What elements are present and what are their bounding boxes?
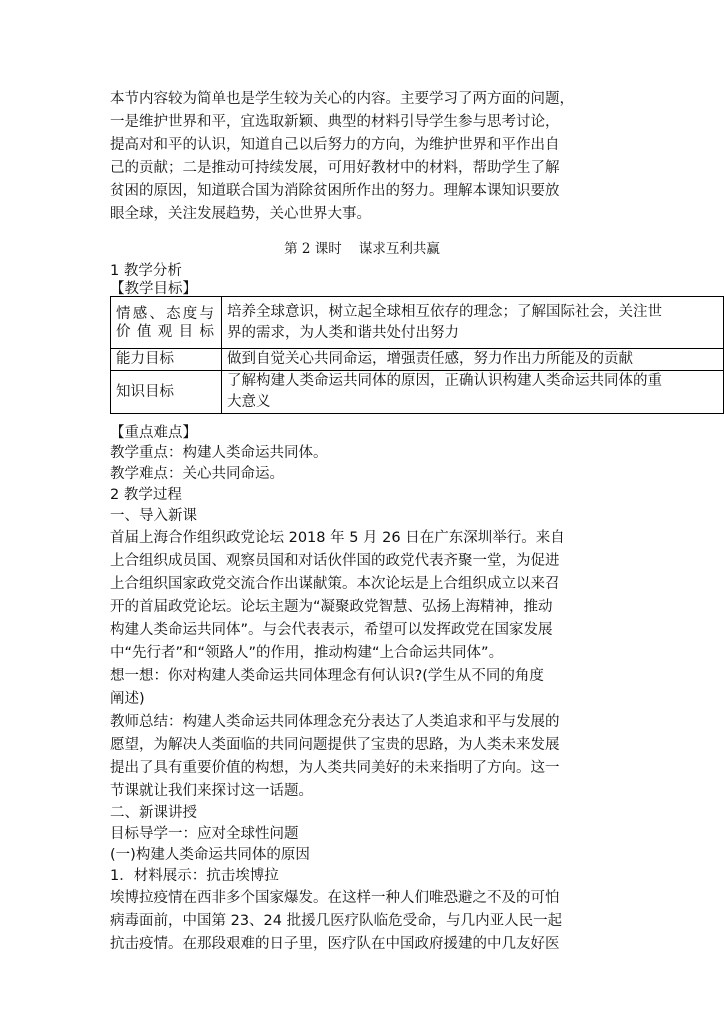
paragraph-line: 提出了具有重要价值的构想，为人类共同美好的未来指明了方向。这一 [110,760,560,776]
paragraph-line: 抗击疫情。在那段艰难的日子里，医疗队在中国政府援建的中几友好医 [110,936,560,952]
intro-line-2: 一是维护世界和平，宜选取新颖、典型的材料引导学生参与思考讨论， [110,114,560,130]
table-row [111,371,724,414]
paragraph-line: 愿望，为解决人类面临的共同问题提供了宝贵的思路，为人类未来发展 [110,737,560,753]
paragraph-line: 首届上海合作组织政党论坛 2018 年 5 月 26 日在广东深圳举行。来自 [110,530,565,546]
content-line: 了解构建人类命运共同体的原因，正确认识构建人类命运共同体的重 [227,373,662,389]
difficult-point: 教学难点：关心共同命运。 [110,466,284,482]
intro-line-6: 眼全球，关注发展趋势，关心世界大事。 [110,206,371,222]
row-label-ability: 能力目标 [111,349,222,371]
table-row [111,349,724,371]
section-heading-analysis: 1 教学分析 [110,263,182,279]
intro-line-3: 提高对和平的认识，知道自己以后努力的方向，为维护世界和平作出自 [110,137,560,153]
goal-heading: 目标导学一：应对全球性问题 [110,826,299,842]
paragraph-line: 中“先行者”和“领路人”的作用，推动构建“上合命运共同体”。 [110,645,504,661]
lesson-title: 第 2 课时 谋求互利共赢 [284,241,440,257]
content-line: 大意义 [227,394,271,410]
row-label-knowledge: 知识目标 [111,371,222,414]
row-content-attitude [222,297,724,349]
paragraph-line: 开的首届政党论坛。论坛主题为“凝聚政党智慧、弘扬上海精神，推动 [110,599,553,615]
section-heading-process: 2 教学过程 [110,487,182,503]
paragraph-line: 构建人类命运共同体”。与会代表表示，希望可以发挥政党在国家发展 [110,622,553,638]
intro-line-1: 本节内容较为简单也是学生较为关心的内容。主要学习了两方面的问题， [110,91,574,107]
subsection-heading-intro: 一、导入新课 [110,508,197,524]
intro-line-5: 贫困的原因，知道联合国为消除贫困所作出的努力。理解本课知识要放 [110,183,560,199]
paragraph-line: 埃博拉疫情在西非多个国家爆发。在这样一种人们唯恐避之不及的可怕 [110,890,560,906]
key-points-heading: 【重点难点】 [110,425,197,441]
subsection-heading-new-lesson: 二、新课讲授 [110,805,197,821]
paragraph-line: 上合组织成员国、观察员国和对话伙伴国的政党代表齐聚一堂，为促进 [110,553,560,569]
paragraph-line: 教师总结：构建人类命运共同体理念充分表达了人类追求和平与发展的 [110,714,560,730]
paragraph-line: 病毒面前，中国第 23、24 批援几医疗队临危受命，与几内亚人民一起 [110,913,563,929]
content-line: 培养全球意识，树立起全球相互依存的理念；了解国际社会，关注世 [227,303,662,320]
content-line: 界的需求，为人类和谐共处付出努力 [227,324,459,341]
table-row [111,297,724,349]
topic-heading: (一)构建人类命运共同体的原因 [110,847,310,863]
paragraph-line: 想一想：你对构建人类命运共同体理念有何认识?(学生从不同的角度 [110,668,544,684]
paragraph-line: 节课就让我们来探讨这一话题。 [110,783,313,799]
material-heading: 1．材料展示：抗击埃博拉 [110,868,279,884]
intro-line-4: 己的贡献；二是推动可持续发展，可用好教材中的材料，帮助学生了解 [110,160,560,176]
row-label-attitude: 情感、态度与价值观目标 [111,297,222,349]
paragraph-line: 上合组织国家政党交流合作出谋献策。本次论坛是上合组织成立以来召 [110,576,560,592]
objectives-table [110,296,724,414]
paragraph-line: 阐述) [110,691,145,707]
row-content-knowledge [222,371,724,414]
key-point: 教学重点：构建人类命运共同体。 [110,445,328,461]
row-content-ability: 做到自觉关心共同命运，增强责任感，努力作出力所能及的贡献 [222,349,724,371]
objectives-heading: 【教学目标】 [110,281,197,297]
